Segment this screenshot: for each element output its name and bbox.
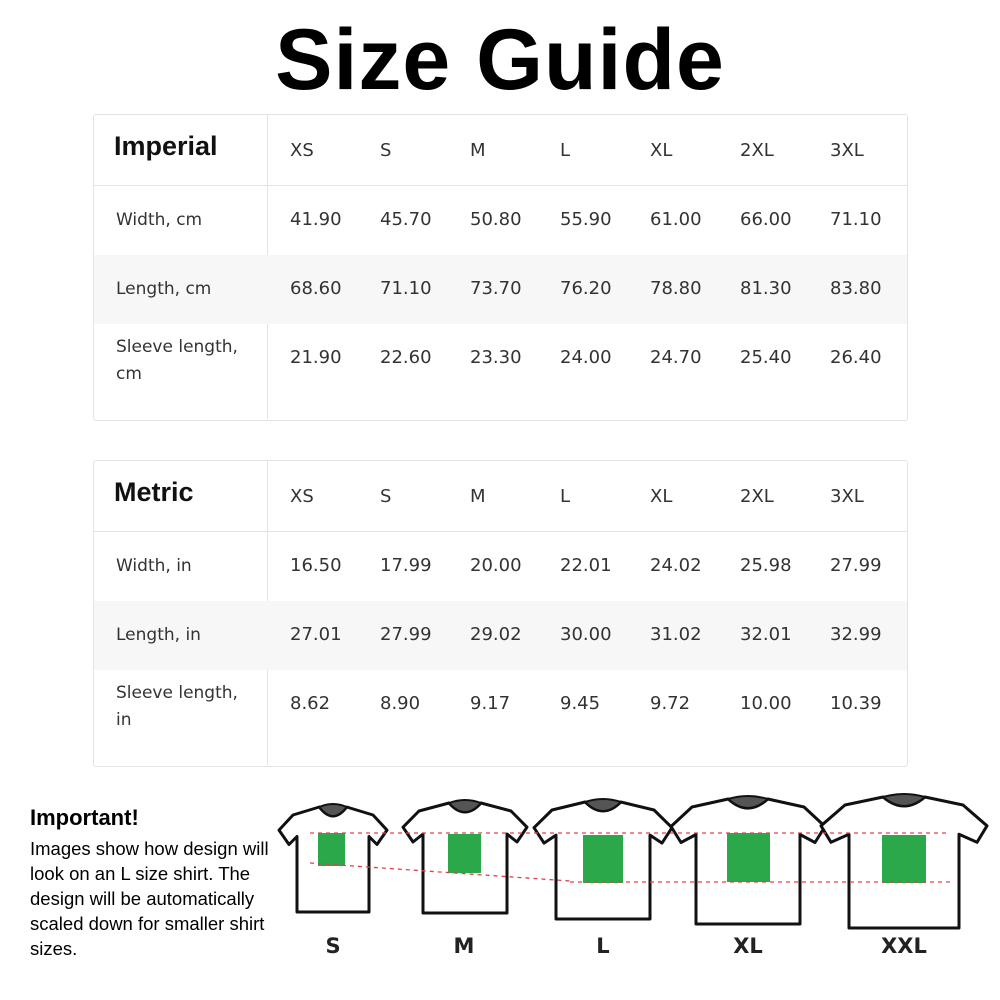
design-area <box>583 835 623 883</box>
table-cell: 20.00 <box>470 555 522 576</box>
shirt-size-label: L <box>596 934 610 958</box>
table-cell: 31.02 <box>650 624 702 645</box>
table-row <box>94 601 907 670</box>
table-row <box>94 255 907 324</box>
table-header-row <box>94 115 907 186</box>
size-header: XS <box>290 486 314 507</box>
size-header: XS <box>290 140 314 161</box>
table-cell: 23.30 <box>470 347 522 368</box>
size-header: 3XL <box>830 486 864 507</box>
row-label: Sleeve length, in <box>116 683 238 730</box>
table-cell: 22.60 <box>380 347 432 368</box>
table-cell: 27.01 <box>290 624 342 645</box>
metric-size-table <box>93 460 908 767</box>
table-cell: 73.70 <box>470 278 522 299</box>
shirt-size-illustration <box>270 785 990 935</box>
table-cell: 10.39 <box>830 693 882 714</box>
table-cell: 68.60 <box>290 278 342 299</box>
table-cell: 81.30 <box>740 278 792 299</box>
table-cell: 24.00 <box>560 347 612 368</box>
page-title: Size Guide <box>275 12 725 108</box>
table-cell: 9.72 <box>650 693 691 714</box>
table-cell: 24.70 <box>650 347 702 368</box>
size-header: M <box>470 486 486 507</box>
row-label: Width, cm <box>116 210 203 230</box>
shirt-size-label: XXL <box>881 934 927 958</box>
table-cell: 26.40 <box>830 347 882 368</box>
size-header: 2XL <box>740 486 774 507</box>
design-area <box>882 835 926 883</box>
size-header: XL <box>650 140 673 161</box>
size-header: L <box>560 140 571 161</box>
table-cell: 9.45 <box>560 693 601 714</box>
row-label: Sleeve length, cm <box>116 337 238 384</box>
table-row <box>94 324 907 419</box>
table-cell: 50.80 <box>470 209 522 230</box>
table-cell: 32.01 <box>740 624 792 645</box>
row-label: Length, in <box>116 625 201 645</box>
shirt-size-label: S <box>325 934 341 958</box>
table-cell: 29.02 <box>470 624 522 645</box>
table-cell: 27.99 <box>380 624 432 645</box>
table-cell: 71.10 <box>830 209 882 230</box>
table-heading: Imperial <box>114 131 218 161</box>
table-cell: 10.00 <box>740 693 792 714</box>
table-cell: 24.02 <box>650 555 702 576</box>
table-cell: 21.90 <box>290 347 342 368</box>
size-header: L <box>560 486 571 507</box>
table-cell: 16.50 <box>290 555 342 576</box>
table-row <box>94 532 907 601</box>
shirt-size-label: M <box>453 934 475 958</box>
table-cell: 17.99 <box>380 555 432 576</box>
table-cell: 22.01 <box>560 555 612 576</box>
table-cell: 83.80 <box>830 278 882 299</box>
imperial-size-table <box>93 114 908 421</box>
table-cell: 25.98 <box>740 555 792 576</box>
table-cell: 45.70 <box>380 209 432 230</box>
table-header-row <box>94 461 907 532</box>
size-header: S <box>380 140 392 161</box>
table-cell: 76.20 <box>560 278 612 299</box>
table-cell: 30.00 <box>560 624 612 645</box>
table-cell: 61.00 <box>650 209 702 230</box>
table-row <box>94 186 907 255</box>
table-cell: 8.90 <box>380 693 421 714</box>
table-cell: 27.99 <box>830 555 882 576</box>
table-cell: 78.80 <box>650 278 702 299</box>
table-row <box>94 670 907 765</box>
table-cell: 32.99 <box>830 624 882 645</box>
table-cell: 66.00 <box>740 209 792 230</box>
size-header: 2XL <box>740 140 774 161</box>
table-cell: 8.62 <box>290 693 331 714</box>
table-cell: 71.10 <box>380 278 432 299</box>
important-note-title: Important! <box>30 805 139 830</box>
design-area <box>448 834 481 873</box>
size-header: M <box>470 140 486 161</box>
shirt-size-label: XL <box>733 934 763 958</box>
size-header: S <box>380 486 392 507</box>
table-cell: 55.90 <box>560 209 612 230</box>
table-cell: 9.17 <box>470 693 511 714</box>
row-label: Width, in <box>116 556 192 576</box>
design-area <box>318 833 345 866</box>
important-note-text: Images show how design will look on an L size shirt. The design will be automatically scaled down for smaller shirt sizes. <box>30 838 269 959</box>
table-cell: 41.90 <box>290 209 342 230</box>
design-area <box>727 833 770 882</box>
row-label: Length, cm <box>116 279 212 299</box>
table-cell: 25.40 <box>740 347 792 368</box>
table-heading: Metric <box>114 477 194 507</box>
size-header: XL <box>650 486 673 507</box>
size-header: 3XL <box>830 140 864 161</box>
